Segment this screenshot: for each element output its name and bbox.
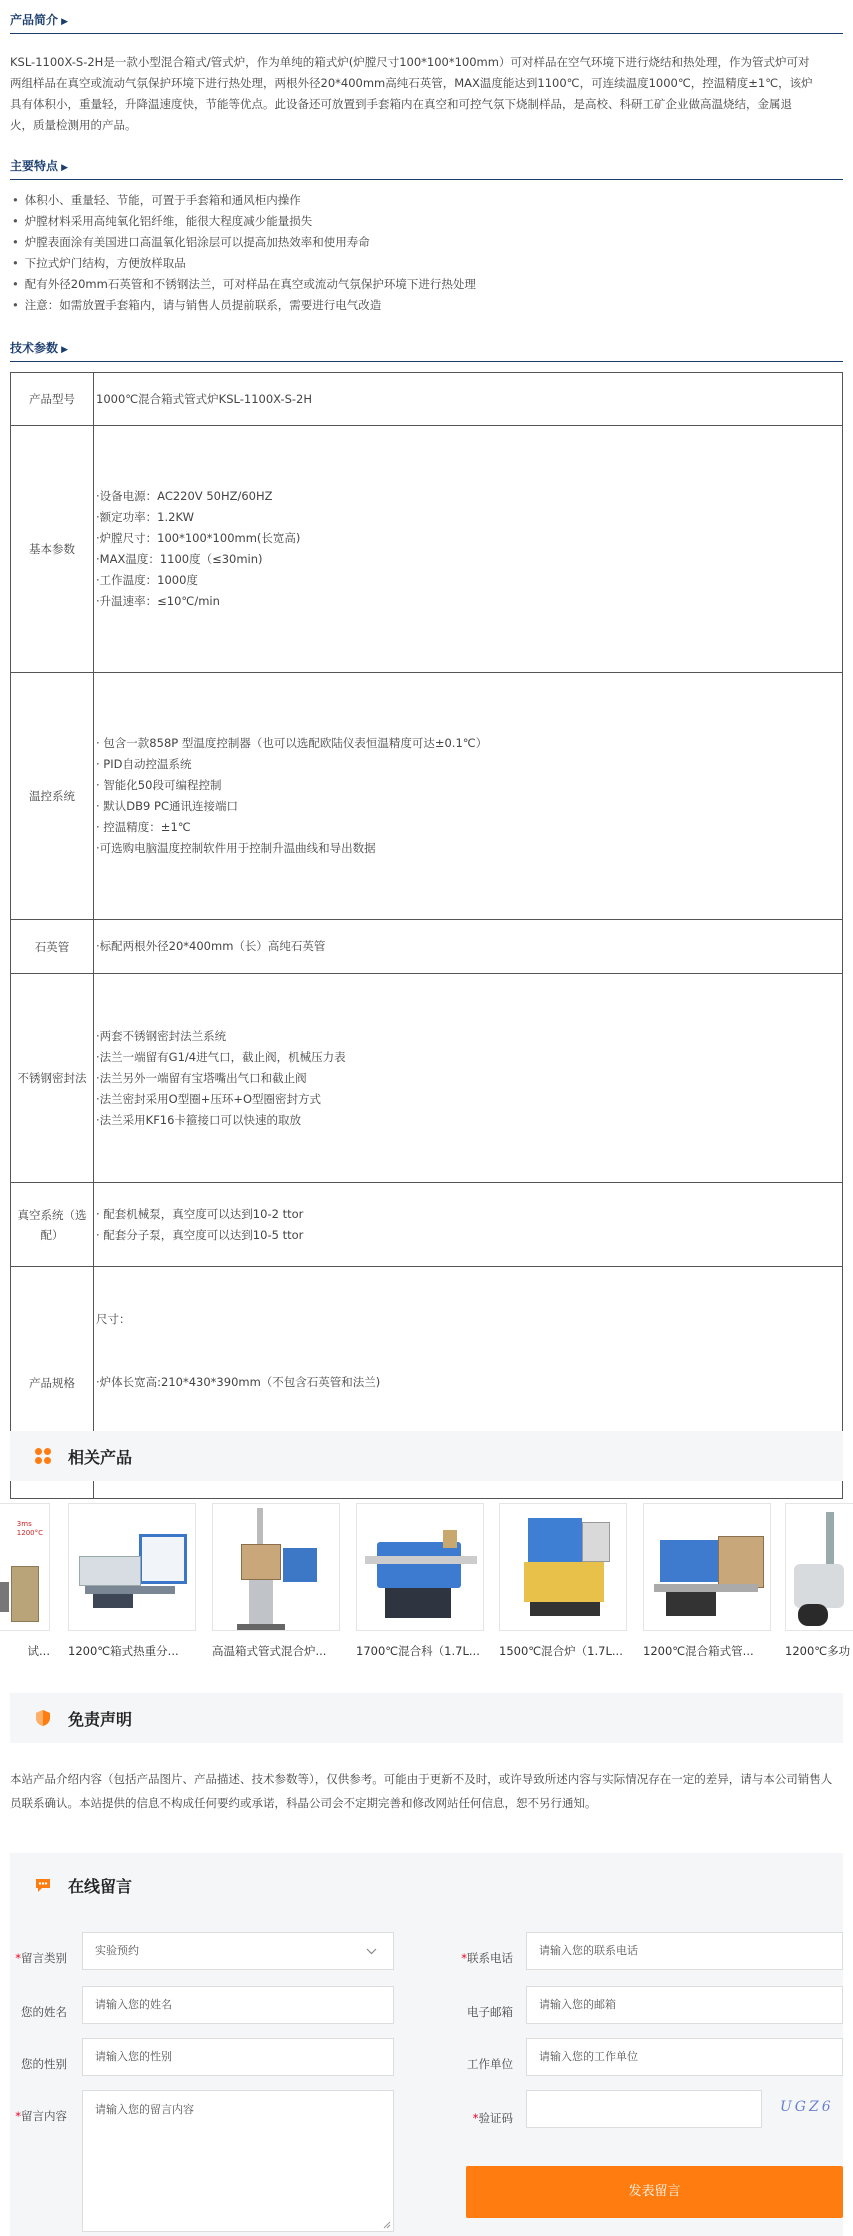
disclaimer-text: 本站产品介绍内容（包括产品图片、产品描述、技术参数等），仅供参考。可能由于更新不及时，或许导致所述内容与实际情况存在一定的差异，请与本公司销售人员联系确认。本站提供的信息不构成任何要约或承诺，科晶公司会不定期完善和修改网站任何信息，恕不另行通知。	[10, 1772, 833, 1810]
chevron-down-icon	[366, 1948, 377, 1955]
name-label: 您的姓名	[21, 2005, 67, 2019]
spec-line: ·法兰采用KF16卡箍接口可以快速的取放	[96, 1112, 301, 1127]
spec-row	[11, 673, 843, 920]
product-caption[interactable]: 1700℃混合科（1.7L...	[356, 1644, 480, 1658]
spec-line: ·额定功率：1.2KW	[96, 510, 194, 524]
related-product-card[interactable]	[499, 1503, 627, 1659]
spec-value	[94, 974, 843, 1183]
feature-item: • 炉膛表面涂有美国进口高温氧化铝涂层可以提高加热效率和使用寿命	[12, 232, 842, 253]
spec-key-text: 温控系统	[29, 789, 75, 803]
spec-row	[11, 920, 843, 974]
section-title-intro: 产品简介 ▶	[10, 11, 68, 28]
feature-item: • 炉膛材料采用高纯氧化铝纤维，能很大程度减少能量损失	[12, 211, 842, 232]
spec-row	[11, 974, 843, 1183]
spec-row	[11, 426, 843, 673]
grid-icon	[34, 1447, 52, 1465]
feature-item: • 注意：如需放置手套箱内，请与销售人员提前联系，需要进行电气改造	[12, 295, 842, 316]
spec-line: · 控温精度：±1℃	[96, 820, 191, 834]
email-label: 电子邮箱	[467, 2005, 513, 2019]
spec-key	[11, 920, 94, 974]
product-image[interactable]	[785, 1503, 853, 1631]
spec-line: · 默认DB9 PC通讯连接端口	[96, 799, 238, 813]
intro-line: 具有体积小，重量轻，升降温速度快，节能等优点。此设备还可放置到手套箱内在真空和可控气氛下烧制样品，是高校、科研工矿企业做高温烧结，金属退	[10, 97, 792, 111]
product-image[interactable]	[0, 1503, 50, 1631]
gender-label: 您的性别	[21, 2057, 67, 2071]
related-products-title: 相关产品	[68, 1448, 133, 1467]
product-caption[interactable]: 1200℃混合箱式管...	[643, 1644, 754, 1658]
related-product-card[interactable]	[643, 1503, 771, 1659]
resize-handle-icon[interactable]	[383, 2221, 391, 2229]
product-intro	[10, 52, 843, 136]
spec-row	[11, 1183, 843, 1267]
feature-item: • 下拉式炉门结构，方便放样取品	[12, 253, 842, 274]
disclaimer-title: 免责声明	[68, 1710, 133, 1729]
intro-line: 两组样品在真空或流动气氛保护环境下进行热处理，两根外径20*400mm高纯石英管，MAX温度能达到1100℃，可连续温度1000℃，控温精度±1℃，该炉	[10, 76, 813, 90]
phone-input[interactable]: 请输入您的联系电话	[526, 1932, 843, 1970]
spec-table	[10, 372, 843, 1499]
message-textarea[interactable]	[82, 2090, 394, 2232]
intro-line: KSL-1100X-S-2H是一款小型混合箱式/管式炉，作为单纯的箱式炉(炉膛尺寸100*100*100mm）可对样品在空气环境下进行烧结和热处理，作为管式炉可对	[10, 55, 810, 69]
spec-key	[11, 426, 94, 673]
spec-key-text: 石英管	[34, 939, 70, 954]
phone-label-text: 联系电话	[467, 1951, 513, 1965]
spec-key	[11, 373, 94, 426]
category-label	[10, 1950, 67, 1966]
spec-line: · 配套机械泵，真空度可以达到10-2 ttor	[96, 1206, 304, 1221]
spec-line: 1000℃混合箱式管式炉KSL-1100X-S-2H	[96, 391, 313, 406]
category-select[interactable]	[82, 1932, 394, 1970]
section-header-intro	[10, 8, 843, 34]
related-products-carousel[interactable]	[0, 1503, 853, 1663]
required-mark: *	[472, 2111, 479, 2125]
spec-key-text: 配）	[40, 1227, 64, 1242]
product-caption[interactable]: 1200℃多功	[785, 1644, 851, 1658]
disclaimer-header	[10, 1693, 843, 1743]
spec-value	[94, 920, 843, 974]
message-placeholder: 请输入您的留言内容	[95, 2103, 194, 2116]
spec-line: · 包含一款858P 型温度控制器（也可以选配欧陆仪表恒温精度可达±0.1℃）	[96, 736, 488, 750]
product-image[interactable]	[212, 1503, 340, 1631]
captcha-input[interactable]	[526, 2090, 762, 2128]
spec-line: 尺寸：	[96, 1312, 131, 1326]
spec-value	[94, 673, 843, 920]
product-image[interactable]	[643, 1503, 771, 1631]
required-mark: *	[461, 1951, 467, 1965]
feature-list	[12, 190, 842, 316]
product-caption[interactable]: 高温箱式管式混合炉...	[212, 1644, 327, 1658]
spec-key	[11, 673, 94, 920]
related-product-card[interactable]	[356, 1503, 484, 1659]
spec-line: ·工作温度：1000度	[96, 573, 198, 587]
spec-value	[94, 1183, 843, 1267]
section-header-features	[10, 154, 843, 180]
company-label: 工作单位	[467, 2057, 513, 2071]
section-header-specs	[10, 336, 843, 362]
captcha-image[interactable]: UGZ6	[780, 2099, 834, 2115]
spec-key	[11, 974, 94, 1183]
category-select-value: 实验预约	[95, 1944, 139, 1957]
email-input[interactable]: 请输入您的邮箱	[526, 1986, 843, 2024]
spec-line: · PID自动控温系统	[96, 757, 192, 771]
message-label-text: 留言内容	[21, 2109, 67, 2123]
spec-key-text: 基本参数	[29, 542, 75, 556]
spec-line: ·法兰一端留有G1/4进气口，截止阀，机械压力表	[96, 1049, 346, 1064]
product-image[interactable]	[356, 1503, 484, 1631]
spec-line: · 智能化50段可编程控制	[96, 778, 222, 792]
name-input[interactable]: 请输入您的姓名	[82, 1986, 394, 2024]
spec-line: ·可选购电脑温度控制软件用于控制升温曲线和导出数据	[96, 841, 376, 855]
related-product-card[interactable]	[785, 1503, 853, 1659]
spec-line: ·法兰另外一端留有宝塔嘴出气口和截止阀	[96, 1070, 307, 1085]
spec-line: ·设备电源：AC220V 50HZ/60HZ	[96, 489, 273, 503]
captcha-label	[456, 2110, 513, 2126]
related-product-card[interactable]	[68, 1503, 196, 1659]
spec-key-text: 真空系统（选	[17, 1207, 87, 1222]
section-title-specs: 技术参数 ▶	[10, 339, 68, 356]
required-mark: *	[15, 2109, 21, 2123]
captcha-label-text: 验证码	[478, 2111, 513, 2125]
spec-key-text: 产品型号	[29, 392, 75, 406]
company-input[interactable]: 请输入您的工作单位	[526, 2038, 843, 2076]
gender-input[interactable]: 请输入您的性别	[82, 2038, 394, 2076]
category-label-text: 留言类别	[21, 1951, 67, 1965]
spec-value	[94, 426, 843, 673]
spec-line: ·炉体长宽高:210*430*390mm（不包含石英管和法兰)	[96, 1375, 381, 1389]
phone-label	[456, 1950, 513, 1966]
product-caption[interactable]: 试...	[27, 1644, 50, 1658]
spec-row	[11, 373, 843, 426]
product-caption[interactable]: 1200℃箱式热重分...	[68, 1644, 179, 1658]
chat-icon	[34, 1876, 52, 1894]
spec-line: ·升温速率：≤10℃/min	[96, 594, 220, 608]
product-image-label: 3ms 1200°C	[16, 1520, 43, 1537]
submit-button[interactable]: 发表留言	[466, 2166, 843, 2218]
required-mark: *	[15, 1951, 21, 1965]
intro-line: 火，质量检测用的产品。	[10, 118, 137, 132]
spec-line: ·两套不锈钢密封法兰系统	[96, 1028, 227, 1043]
related-product-card[interactable]	[0, 1503, 50, 1659]
related-products-header	[10, 1431, 843, 1481]
spec-line: ·MAX温度：1100度（≤30min)	[96, 552, 263, 566]
spec-line: ·炉膛尺寸：100*100*100mm(长宽高)	[96, 531, 301, 545]
spec-key-text: 不锈钢密封法	[17, 1071, 87, 1085]
spec-key	[11, 1183, 94, 1267]
spec-line: ·法兰密封采用O型圈+压环+O型圈密封方式	[96, 1091, 322, 1106]
spec-key-text: 产品规格	[29, 1375, 75, 1390]
feature-item: • 体积小、重量轻、节能，可置于手套箱和通风柜内操作	[12, 190, 842, 211]
feature-item: • 配有外径20mm石英管和不锈钢法兰，可对样品在真空或流动气氛保护环境下进行热处理	[12, 274, 842, 295]
message-form-title: 在线留言	[68, 1877, 133, 1896]
shield-icon	[34, 1709, 52, 1727]
spec-line: · 配套分子泵，真空度可以达到10-5 ttor	[96, 1227, 304, 1242]
spec-line: ·标配两根外径20*400mm（长）高纯石英管	[96, 939, 326, 953]
product-image[interactable]	[499, 1503, 627, 1631]
product-image[interactable]	[68, 1503, 196, 1631]
section-title-features: 主要特点 ▶	[10, 157, 68, 174]
spec-value	[94, 373, 843, 426]
related-product-card[interactable]	[212, 1503, 340, 1659]
product-caption[interactable]: 1500℃混合炉（1.7L...	[499, 1644, 623, 1658]
message-label	[10, 2108, 67, 2124]
